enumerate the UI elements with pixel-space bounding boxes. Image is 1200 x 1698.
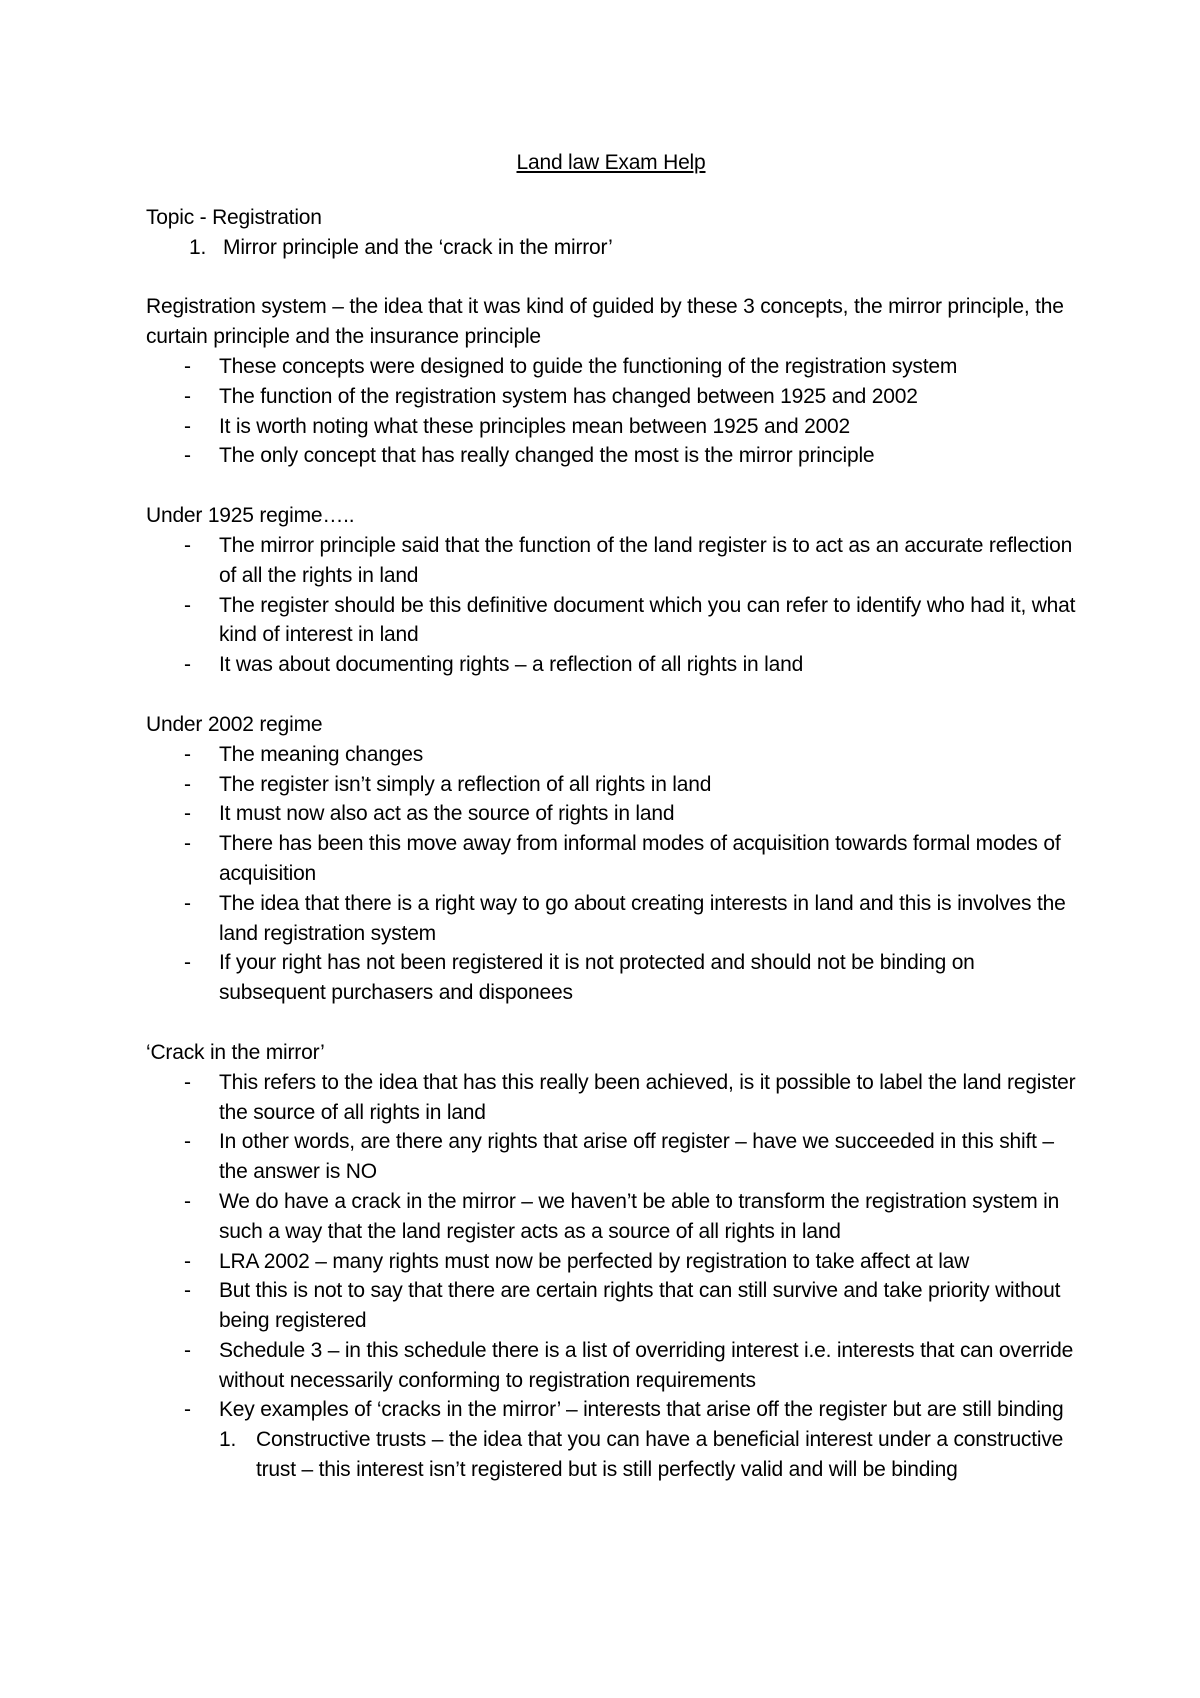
list-item-text: We do have a crack in the mirror – we haven’t be able to transform the registration system in such a way that the land register acts as a source of all rights in land [219, 1189, 1060, 1243]
dash-bullet: - [184, 1338, 191, 1362]
list-item-text: The idea that there is a right way to go about creating interests in land and this is involves the land registration system [219, 891, 1066, 945]
list-item [146, 412, 1076, 442]
list-item [146, 1068, 1076, 1128]
list-item [146, 948, 1076, 1008]
list-item-text: This refers to the idea that has this really been achieved, is it possible to label the land register the source of all rights in land [219, 1070, 1076, 1124]
list-item [146, 889, 1076, 949]
list-item-text: Key examples of ‘cracks in the mirror’ – interests that arise off the register but are still binding [219, 1398, 1064, 1422]
section-list-1925-regime [146, 531, 1076, 680]
dash-bullet: - [184, 802, 191, 826]
list-item-text: The mirror principle said that the function of the land register is to act as an accurate reflection of all the rights in land [219, 533, 1073, 587]
list-item-text: It is worth noting what these principles mean between 1925 and 2002 [219, 414, 851, 438]
sub-list-item [146, 1425, 1076, 1485]
numbered-heading-number: 1. [189, 235, 207, 259]
spacer [146, 471, 1076, 501]
list-item [146, 770, 1076, 800]
list-item [146, 1127, 1076, 1187]
list-item [146, 591, 1076, 651]
list-item [146, 352, 1076, 382]
list-item [146, 1187, 1076, 1247]
list-item [146, 441, 1076, 471]
dash-bullet: - [184, 1279, 191, 1303]
dash-bullet: - [184, 653, 191, 677]
dash-bullet: - [184, 951, 191, 975]
list-item [146, 829, 1076, 889]
list-item-text: In other words, are there any rights that arise off register – have we succeeded in this shift – the answer is NO [219, 1130, 1054, 1184]
section-heading-2002-regime: Under 2002 regime [146, 712, 323, 736]
list-item [146, 1276, 1076, 1336]
dash-bullet: - [184, 444, 191, 468]
dash-bullet: - [184, 354, 191, 378]
list-item-text: These concepts were designed to guide the functioning of the registration system [219, 354, 958, 378]
dash-bullet: - [184, 1130, 191, 1154]
dash-bullet: - [184, 832, 191, 856]
spacer [146, 262, 1076, 292]
sub-list-item-text: Constructive trusts – the idea that you can have a beneficial interest under a constructive trust – this interest isn’t registered but is still perfectly valid and will be binding [256, 1428, 1064, 1482]
dash-bullet: - [184, 384, 191, 408]
spacer [146, 680, 1076, 710]
sub-list-number: 1. [219, 1428, 237, 1452]
dash-bullet: - [184, 891, 191, 915]
dash-bullet: - [184, 772, 191, 796]
section-list-registration-system [146, 352, 1076, 471]
list-item-text: The register should be this definitive document which you can refer to identify who had it, what kind of interest in land [219, 593, 1076, 647]
dash-bullet: - [184, 414, 191, 438]
list-item-text: Schedule 3 – in this schedule there is a list of overriding interest i.e. interests that can override without necessarily conforming to registration requirements [219, 1338, 1074, 1392]
list-item-text: There has been this move away from informal modes of acquisition towards formal modes of acquisition [219, 832, 1061, 885]
dash-bullet: - [184, 1249, 191, 1273]
list-item [146, 1247, 1076, 1277]
list-item-text: The register isn’t simply a reflection of all rights in land [219, 772, 712, 796]
topic-heading: Topic - Registration [146, 205, 322, 229]
dash-bullet: - [184, 593, 191, 617]
list-item [146, 799, 1076, 829]
list-item [146, 1395, 1076, 1425]
dash-bullet: - [184, 533, 191, 557]
list-item [146, 382, 1076, 412]
section-heading-registration-system: Registration system – the idea that it was kind of guided by these 3 concepts, the mirror principle, the curtain principle and the insurance principle [146, 295, 1064, 349]
page-title: Land law Exam Help [516, 151, 706, 174]
numbered-heading [146, 233, 1076, 263]
sub-numbered-list [146, 1425, 1076, 1485]
section-heading-1925-regime: Under 1925 regime….. [146, 504, 355, 528]
dash-bullet: - [184, 1189, 191, 1213]
dash-bullet: - [184, 1398, 191, 1422]
section-list-2002-regime [146, 740, 1076, 1008]
spacer [146, 1008, 1076, 1038]
numbered-heading-text: Mirror principle and the ‘crack in the mirror’ [223, 235, 613, 259]
list-item [146, 1336, 1076, 1396]
list-item-text: The function of the registration system has changed between 1925 and 2002 [219, 384, 918, 408]
list-item-text: LRA 2002 – many rights must now be perfected by registration to take affect at law [219, 1249, 970, 1273]
section-heading-crack-in-the-mirror: ‘Crack in the mirror’ [146, 1040, 325, 1064]
dash-bullet: - [184, 1070, 191, 1094]
list-item-text: If your right has not been registered it is not protected and should not be binding on subsequent purchasers and disponees [219, 951, 975, 1005]
list-item-text: It must now also act as the source of rights in land [219, 802, 675, 826]
list-item-text: The meaning changes [219, 742, 424, 766]
list-item-text: But this is not to say that there are certain rights that can still survive and take priority without being registered [219, 1279, 1061, 1333]
list-item [146, 740, 1076, 770]
list-item-text: The only concept that has really changed the most is the mirror principle [219, 444, 875, 468]
dash-bullet: - [184, 742, 191, 766]
section-list-crack-in-the-mirror [146, 1068, 1076, 1426]
list-item [146, 650, 1076, 680]
list-item [146, 531, 1076, 591]
list-item-text: It was about documenting rights – a reflection of all rights in land [219, 653, 804, 677]
document-content [146, 148, 1076, 1485]
